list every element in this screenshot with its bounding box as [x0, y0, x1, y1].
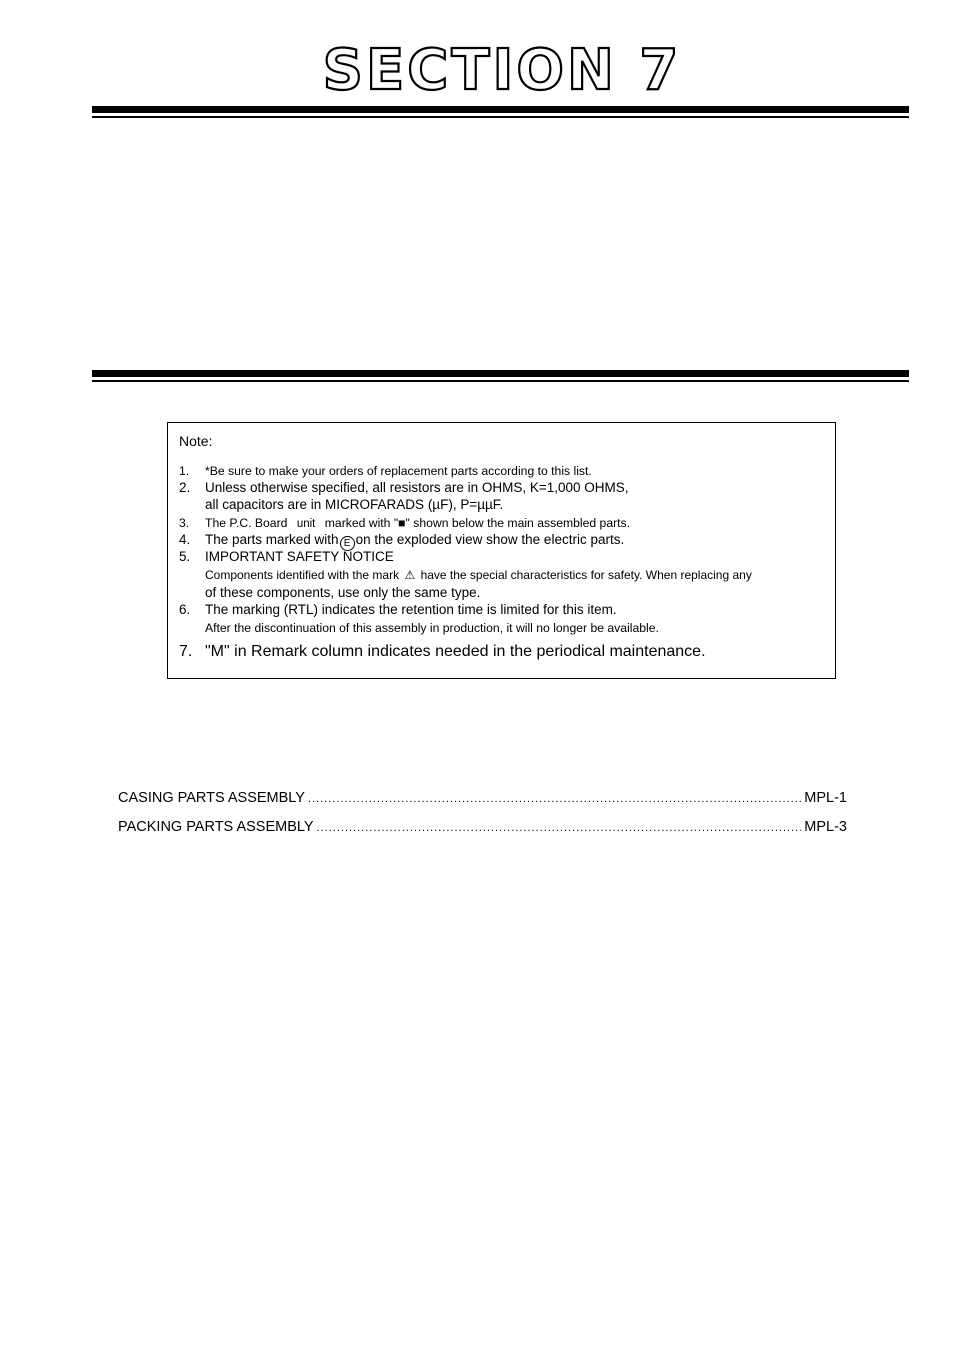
note-text: The parts marked with [205, 532, 339, 547]
note-item-2-continued [205, 497, 503, 513]
note-item-7 [179, 643, 706, 661]
note-item-3 [179, 515, 630, 532]
note-text: of these components, use only the same type. [205, 585, 481, 600]
note-box [167, 422, 836, 679]
bottom-double-rule [92, 370, 909, 383]
note-text: have the special characteristics for safety. When replacing any [420, 568, 752, 582]
note-unit-label: unit [296, 518, 316, 530]
note-item-5-detail [205, 567, 752, 583]
note-item-5 [179, 549, 394, 565]
note-text: Components identified with the mark [205, 568, 400, 582]
toc-title: PACKING PARTS ASSEMBLY [118, 819, 314, 835]
section-title: SECTION 7 [322, 38, 682, 103]
toc-page: MPL-1 [804, 790, 847, 806]
note-text: marked with "■" shown below the main assembled parts. [324, 516, 631, 530]
note-text: The P.C. Board [205, 516, 288, 530]
note-item-6-continued [205, 620, 659, 636]
toc-entry-casing[interactable] [118, 789, 847, 808]
note-item-6 [179, 602, 617, 618]
toc-leader-dots [308, 790, 801, 808]
note-text: The marking (RTL) indicates the retention time is limited for this item. [205, 602, 617, 617]
note-text: all capacitors are in MICROFARADS (µF), P=µµF. [205, 497, 504, 512]
note-number: 5. [179, 549, 191, 564]
note-text: "M" in Remark column indicates needed in the periodical maintenance. [205, 643, 706, 660]
note-text: *Be sure to make your orders of replacement parts according to this list. [205, 464, 592, 478]
note-number: 1. [179, 464, 190, 478]
rule-thick-line [92, 106, 909, 113]
note-heading: Note: [179, 433, 213, 449]
toc-entry-packing[interactable] [118, 818, 847, 837]
toc-page: MPL-3 [804, 819, 847, 835]
rule-thin-line [92, 380, 909, 382]
safety-warning-icon: ⚠ [404, 568, 416, 582]
note-text: on the exploded view show the electric parts. [355, 532, 625, 547]
note-item-1 [179, 463, 592, 479]
circled-e-mark-icon: E [340, 536, 355, 551]
note-item-5-continued [205, 585, 480, 601]
note-text: After the discontinuation of this assembly in production, it will no longer be available. [205, 621, 659, 635]
rule-thin-line [92, 116, 909, 118]
note-number: 6. [179, 602, 191, 617]
note-number: 4. [179, 532, 191, 547]
note-text: IMPORTANT SAFETY NOTICE [205, 549, 394, 564]
toc-title: CASING PARTS ASSEMBLY [118, 790, 305, 806]
top-double-rule [92, 106, 909, 119]
rule-thick-line [92, 370, 909, 377]
note-text: Unless otherwise specified, all resistors are in OHMS, K=1,000 OHMS, [205, 480, 629, 495]
note-number: 3. [179, 516, 190, 530]
note-number: 7. [179, 643, 193, 660]
note-item-2 [179, 480, 629, 496]
note-number: 2. [179, 480, 191, 495]
toc-leader-dots [317, 819, 802, 837]
